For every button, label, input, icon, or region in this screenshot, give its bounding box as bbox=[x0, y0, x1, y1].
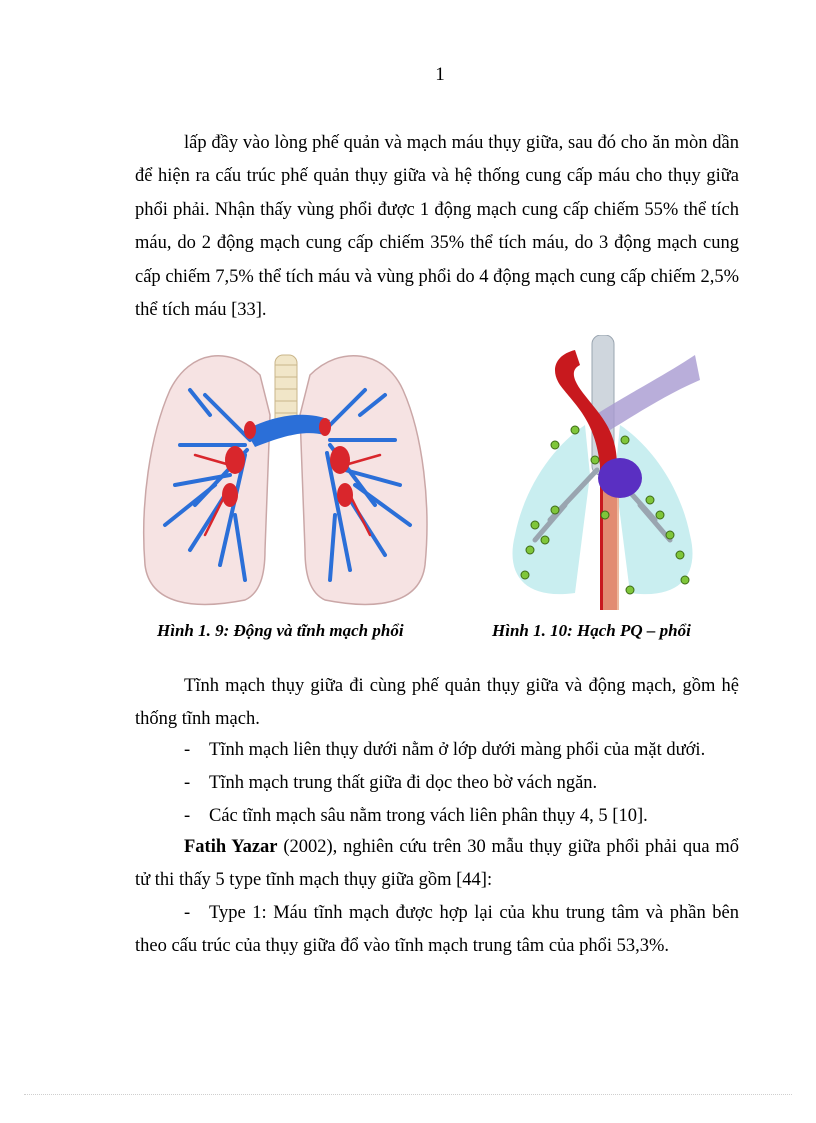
paragraph-study bbox=[135, 831, 739, 898]
bullet-text: Tĩnh mạch trung thất giữa đi dọc theo bờ vách ngăn. bbox=[209, 773, 598, 793]
figure2-caption: Hình 1. 10: Hạch PQ – phổi bbox=[492, 621, 691, 640]
bullet-dash: - bbox=[184, 740, 191, 760]
esophagus bbox=[603, 485, 619, 610]
footer-divider bbox=[24, 1094, 792, 1095]
study-text: (2002), nghiên cứu trên 30 mẫu thụy giữa phổi phải qua mổ tử thi thấy 5 type tĩnh mạch thụy giữa gồm [44]: bbox=[135, 837, 740, 891]
author-name: Fatih Yazar bbox=[184, 837, 278, 857]
list-item bbox=[184, 804, 744, 828]
lymph-nodes-illustration bbox=[495, 335, 710, 618]
figure1-caption: Hình 1. 9: Động và tĩnh mạch phổi bbox=[157, 621, 404, 640]
bullet-text: Tĩnh mạch liên thụy dưới nằm ở lớp dưới màng phổi của mặt dưới. bbox=[209, 740, 706, 760]
bullet-dash: - bbox=[184, 806, 191, 826]
figure-lung-vessels bbox=[135, 335, 435, 618]
type1-text: Type 1: Máu tĩnh mạch được hợp lại của khu trung tâm và phần bên theo cấu trúc của thụy giữa đổ vào tĩnh mạch trung tâm của phổi 53,3%. bbox=[135, 903, 739, 957]
lung-vessels-illustration bbox=[135, 335, 435, 618]
list-item bbox=[184, 738, 744, 762]
pulmonary-trunk bbox=[598, 458, 642, 498]
figure-lymph-nodes bbox=[495, 335, 710, 618]
paragraph-intro: lấp đầy vào lòng phế quản và mạch máu thụy giữa, sau đó cho ăn mòn dần để hiện ra cấu trúc phế quản thụy giữa và hệ thống cung cấp máu cho thụy giữa phổi phải. Nhận thấy vùng phổi được 1 động mạch cung cấp chiếm 55% thể tích máu, do 2 động mạch cung cấp chiếm 35% thể tích máu, do 3 động mạch cung cấp chiếm 7,5% thể tích máu và vùng phổi do 4 động mạch cung cấp chiếm 2,5% thể tích máu [33]. bbox=[135, 133, 739, 321]
paragraph-veins: Tĩnh mạch thụy giữa đi cùng phế quản thụy giữa và động mạch, gồm hệ thống tĩnh mạch. bbox=[135, 676, 739, 730]
list-item bbox=[184, 771, 744, 795]
page-number: 1 bbox=[435, 64, 445, 85]
right-lung-shape bbox=[615, 425, 693, 594]
paragraph-type1 bbox=[135, 897, 739, 964]
bullet-dash: - bbox=[184, 773, 191, 793]
type1-dash: - bbox=[184, 903, 191, 923]
bullet-text: Các tĩnh mạch sâu nằm trong vách liên phân thụy 4, 5 [10]. bbox=[209, 806, 648, 826]
